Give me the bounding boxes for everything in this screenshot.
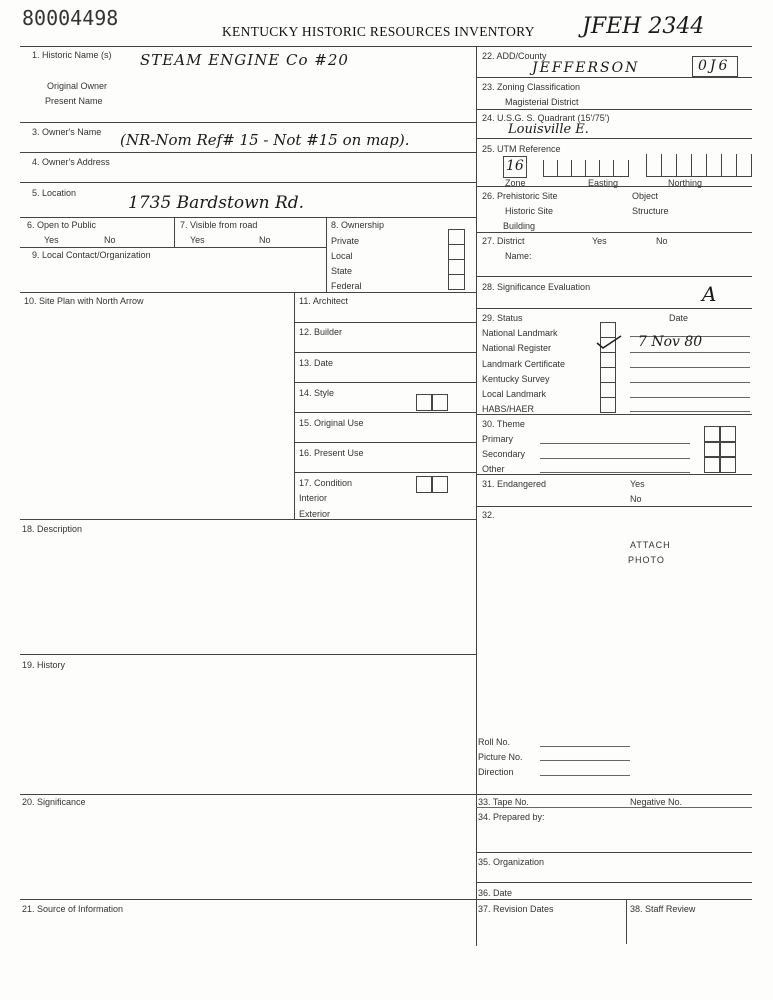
staff-review-label: 38. Staff Review: [630, 904, 696, 914]
utm-zone-value: 16: [506, 158, 524, 174]
location-label: 5. Location: [32, 188, 77, 198]
check-mark-icon: [594, 332, 624, 352]
building-label: Building: [503, 221, 536, 231]
national-register-label: National Register: [482, 343, 552, 353]
magisterial-district-label: Magisterial District: [505, 97, 579, 107]
condition-exterior: Exterior: [299, 509, 331, 519]
visible-no: No: [259, 235, 271, 245]
direction-label: Direction: [478, 767, 514, 777]
owners-name-label: 3. Owner's Name: [32, 127, 102, 137]
revision-dates-label: 37. Revision Dates: [478, 904, 554, 914]
endangered-label: 31. Endangered: [482, 479, 547, 489]
present-name-label: Present Name: [45, 96, 103, 106]
local-landmark-label: Local Landmark: [482, 389, 547, 399]
original-use-label: 15. Original Use: [299, 418, 364, 428]
endangered-no: No: [630, 494, 642, 504]
structure-label: Structure: [632, 206, 669, 216]
description-label: 18. Description: [22, 524, 83, 534]
open-public-yes: Yes: [44, 235, 59, 245]
negative-no-label: Negative No.: [630, 797, 683, 807]
district-name-label: Name:: [505, 251, 532, 261]
significance-evaluation-label: 28. Significance Evaluation: [482, 282, 591, 292]
prepared-by-label: 34. Prepared by:: [478, 812, 545, 822]
usgs-quadrant-label: 24. U.S.G. S. Quadrant (15'/75'): [482, 113, 610, 123]
utm-northing-label: Northing: [668, 178, 703, 188]
usgs-quadrant-value: Louisville E.: [508, 122, 589, 137]
original-owner-label: Original Owner: [47, 81, 108, 91]
theme-secondary-label: Secondary: [482, 449, 526, 459]
national-register-date-value: 7 Nov 80: [638, 334, 703, 350]
historic-name-label: 1. Historic Name (s): [32, 50, 112, 60]
builder-label: 12. Builder: [299, 327, 343, 337]
ownership-label: 8. Ownership: [331, 220, 385, 230]
endangered-yes: Yes: [630, 479, 645, 489]
history-label: 19. History: [22, 660, 66, 670]
reference-number: 80004498: [22, 6, 119, 30]
open-public-no: No: [104, 235, 116, 245]
photo-label: PHOTO: [628, 555, 665, 565]
district-no: No: [656, 236, 668, 246]
ownership-local: Local: [331, 251, 353, 261]
site-code: JFEH 2344: [582, 14, 705, 39]
owners-name-value: (NR-Nom Ref# 15 - Not #15 on map).: [120, 131, 410, 149]
county-value: JEFFERSON: [532, 60, 640, 76]
theme-label: 30. Theme: [482, 419, 525, 429]
architect-label: 11. Architect: [299, 296, 348, 306]
object-label: Object: [632, 191, 659, 201]
style-label: 14. Style: [299, 388, 335, 398]
item-32-label: 32.: [482, 510, 495, 520]
ownership-private: Private: [331, 236, 360, 246]
habs-haer-label: HABS/HAER: [482, 404, 535, 414]
landmark-certificate-label: Landmark Certificate: [482, 359, 566, 369]
significance-label: 20. Significance: [22, 797, 86, 807]
county-code-value: 0J6: [698, 58, 731, 74]
utm-reference-label: 25. UTM Reference: [482, 144, 561, 154]
district-yes: Yes: [592, 236, 607, 246]
theme-primary-label: Primary: [482, 434, 513, 444]
kentucky-survey-label: Kentucky Survey: [482, 374, 550, 384]
prehistoric-site-label: 26. Prehistoric Site: [482, 191, 558, 201]
open-to-public-label: 6. Open to Public: [27, 220, 97, 230]
significance-evaluation-value: A: [702, 282, 717, 306]
historic-name-value: STEAM ENGINE Co #20: [140, 51, 349, 69]
visible-yes: Yes: [190, 235, 205, 245]
historic-site-label: Historic Site: [505, 206, 554, 216]
zoning-label: 23. Zoning Classification: [482, 82, 581, 92]
ownership-federal: Federal: [331, 281, 362, 291]
roll-no-label: Roll No.: [478, 737, 511, 747]
local-contact-label: 9. Local Contact/Organization: [32, 250, 151, 260]
attach-label: ATTACH: [630, 540, 671, 550]
national-landmark-label: National Landmark: [482, 328, 558, 338]
date-label: 13. Date: [299, 358, 334, 368]
add-county-label: 22. ADD/County: [482, 51, 547, 61]
visible-from-road-label: 7. Visible from road: [180, 220, 258, 230]
site-plan-label: 10. Site Plan with North Arrow: [24, 296, 144, 306]
form-title: KENTUCKY HISTORIC RESOURCES INVENTORY: [222, 24, 535, 39]
status-label: 29. Status: [482, 313, 523, 323]
picture-no-label: Picture No.: [478, 752, 523, 762]
utm-easting-label: Easting: [588, 178, 619, 188]
utm-zone-label: Zone: [505, 178, 526, 188]
district-label: 27. District: [482, 236, 525, 246]
source-of-information-label: 21. Source of Information: [22, 904, 124, 914]
ownership-state: State: [331, 266, 353, 276]
date-36-label: 36. Date: [478, 888, 513, 898]
condition-interior: Interior: [299, 493, 328, 503]
owners-address-label: 4. Owner's Address: [32, 157, 110, 167]
status-date-label: Date: [669, 313, 689, 323]
condition-label: 17. Condition: [299, 478, 353, 488]
tape-no-label: 33. Tape No.: [478, 797, 529, 807]
theme-other-label: Other: [482, 464, 505, 474]
organization-label: 35. Organization: [478, 857, 545, 867]
location-value: 1735 Bardstown Rd.: [128, 193, 305, 213]
present-use-label: 16. Present Use: [299, 448, 364, 458]
